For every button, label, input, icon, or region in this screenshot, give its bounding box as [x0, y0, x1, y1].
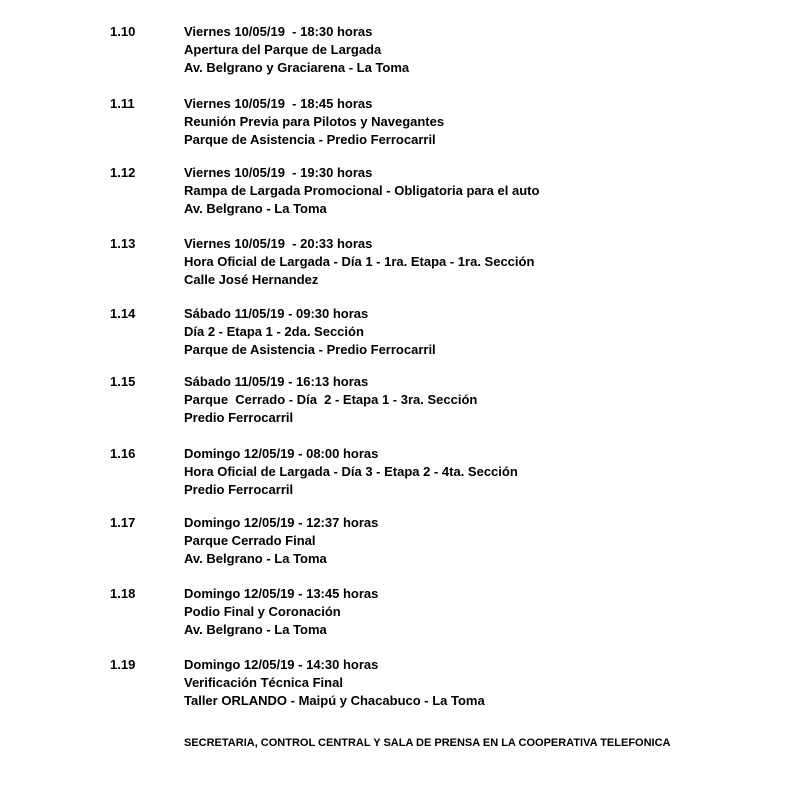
entry-details: [184, 305, 436, 359]
entry-details: [184, 373, 477, 427]
entry-event: Apertura del Parque de Largada: [184, 42, 382, 57]
entry-details: [184, 514, 378, 568]
entry-datetime: Viernes 10/05/19 - 20:33 horas: [184, 236, 373, 251]
entry-datetime: Domingo 12/05/19 - 14:30 horas: [184, 657, 379, 672]
entry-location: Predio Ferrocarril: [184, 482, 294, 497]
entry-location: Av. Belgrano - La Toma: [184, 201, 327, 216]
entry-details: [184, 235, 534, 289]
entry-event: Hora Oficial de Largada - Día 3 - Etapa 2 - 4ta. Sección: [184, 464, 518, 479]
entry-location: Parque de Asistencia - Predio Ferrocarril: [184, 132, 436, 147]
entry-details: [184, 656, 485, 710]
entry-datetime: Domingo 12/05/19 - 12:37 horas: [184, 515, 379, 530]
entry-number: 1.17: [110, 515, 136, 530]
entry-location: Av. Belgrano - La Toma: [184, 622, 327, 637]
entry-number: 1.18: [110, 586, 136, 601]
entry-number: 1.14: [110, 306, 136, 321]
entry-datetime: Sábado 11/05/19 - 16:13 horas: [184, 374, 369, 389]
entry-number: 1.12: [110, 165, 136, 180]
entry-event: Rampa de Largada Promocional - Obligatoria para el auto: [184, 183, 540, 198]
press-office-note: SECRETARIA, CONTROL CENTRAL Y SALA DE PRENSA EN LA COOPERATIVA TELEFONICA: [184, 737, 671, 749]
entry-event: Reunión Previa para Pilotos y Navegantes: [184, 114, 445, 129]
entry-event: Verificación Técnica Final: [184, 675, 343, 690]
entry-number: 1.11: [110, 96, 135, 111]
entry-location: Taller ORLANDO - Maipú y Chacabuco - La Toma: [184, 693, 485, 708]
entry-datetime: Viernes 10/05/19 - 18:45 horas: [184, 96, 373, 111]
entry-location: Parque de Asistencia - Predio Ferrocarril: [184, 342, 436, 357]
entry-number: 1.16: [110, 446, 136, 461]
entry-event: Día 2 - Etapa 1 - 2da. Sección: [184, 324, 364, 339]
entry-number: 1.13: [110, 236, 136, 251]
entry-datetime: Domingo 12/05/19 - 13:45 horas: [184, 586, 379, 601]
entry-location: Predio Ferrocarril: [184, 410, 294, 425]
entry-location: Calle José Hernandez: [184, 272, 319, 287]
entry-location: Av. Belgrano y Graciarena - La Toma: [184, 60, 410, 75]
entry-datetime: Domingo 12/05/19 - 08:00 horas: [184, 446, 379, 461]
entry-event: Parque Cerrado Final: [184, 533, 316, 548]
entry-datetime: Viernes 10/05/19 - 18:30 horas: [184, 24, 373, 39]
entry-datetime: Sábado 11/05/19 - 09:30 horas: [184, 306, 369, 321]
entry-details: [184, 445, 518, 499]
entry-details: [184, 585, 378, 639]
entry-datetime: Viernes 10/05/19 - 19:30 horas: [184, 165, 373, 180]
entry-event: Podio Final y Coronación: [184, 604, 341, 619]
entry-details: [184, 23, 409, 77]
entry-details: [184, 164, 539, 218]
entry-event: Hora Oficial de Largada - Día 1 - 1ra. Etapa - 1ra. Sección: [184, 254, 535, 269]
entry-number: 1.19: [110, 657, 136, 672]
entry-number: 1.10: [110, 24, 136, 39]
entry-number: 1.15: [110, 374, 136, 389]
entry-location: Av. Belgrano - La Toma: [184, 551, 327, 566]
entry-event: Parque Cerrado - Día 2 - Etapa 1 - 3ra. Sección: [184, 392, 478, 407]
entry-details: [184, 95, 444, 149]
